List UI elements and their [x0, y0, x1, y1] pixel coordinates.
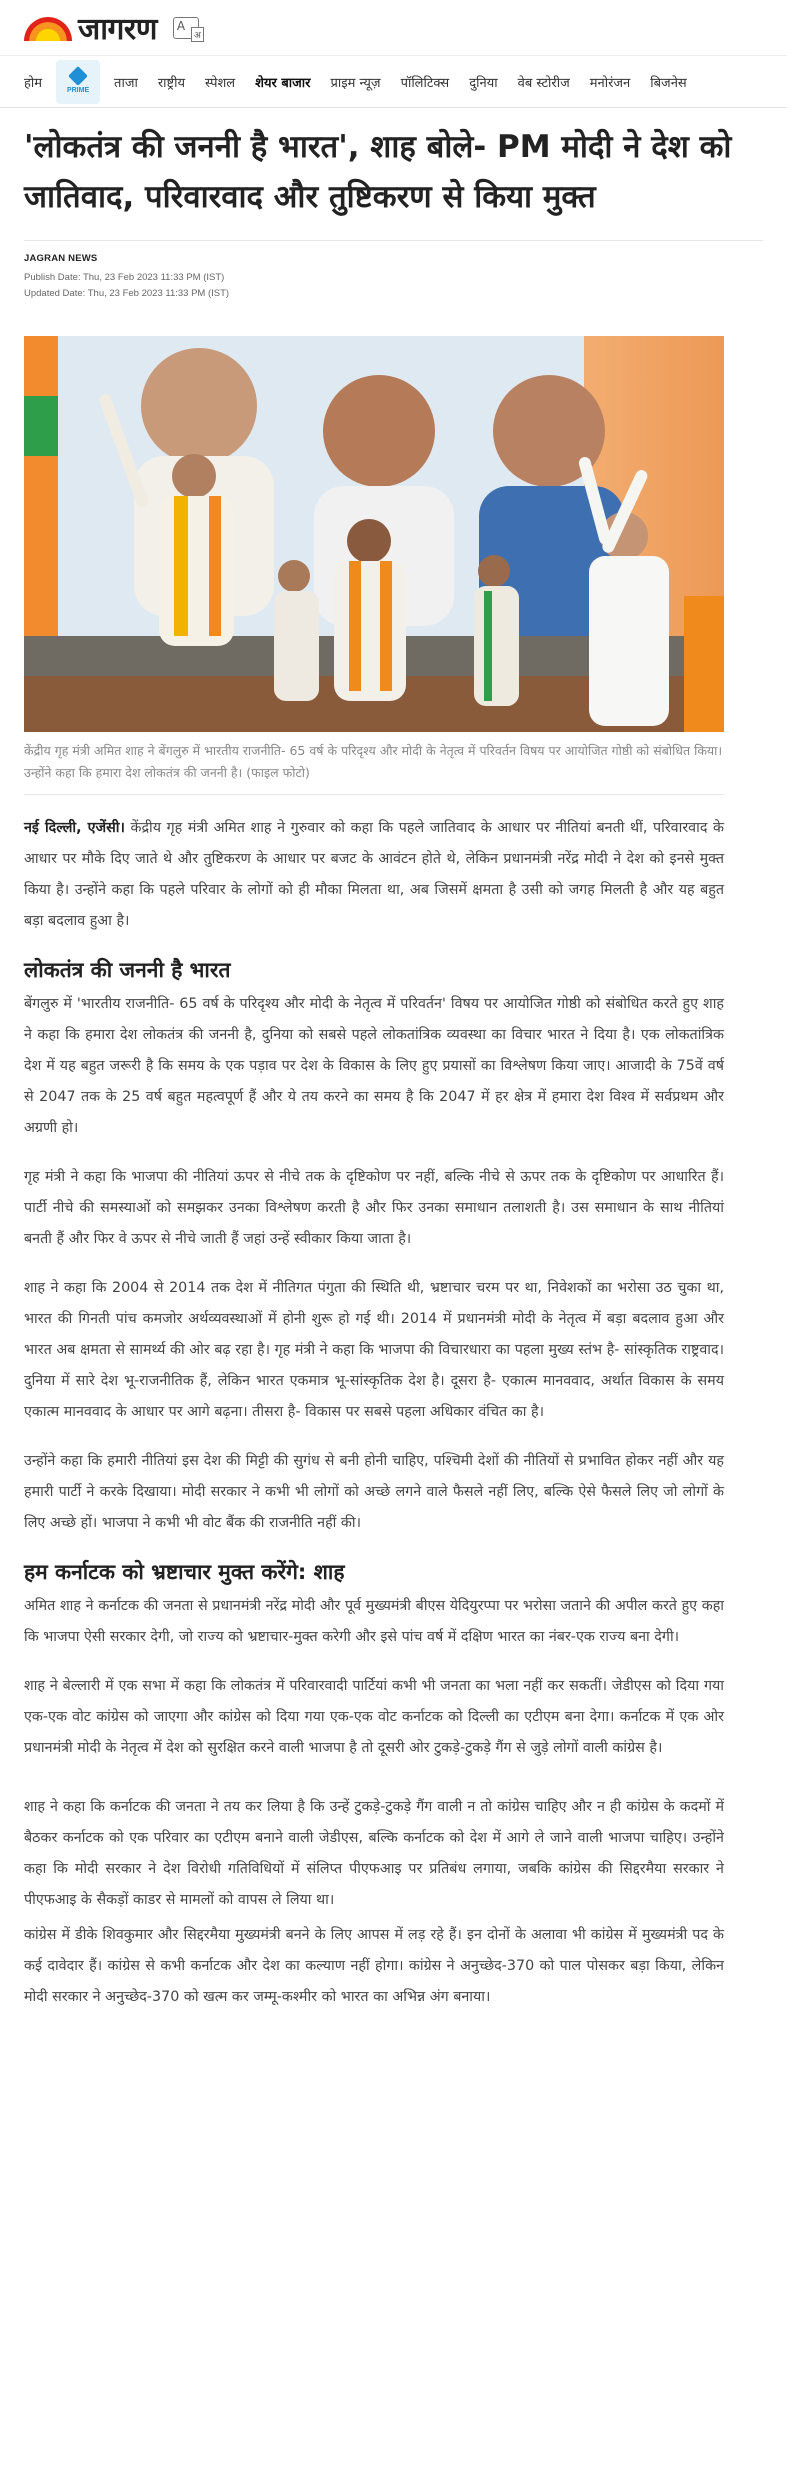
divider — [24, 240, 763, 241]
hero-photo-illustration — [24, 336, 724, 732]
nav-item-national[interactable]: राष्ट्रीय — [157, 75, 186, 91]
body-paragraph: शाह ने कहा कि 2004 से 2014 तक देश में नीतिगत पंगुता की स्थिति थी, भ्रष्टाचार चरम पर था, निवेशकों का भरोसा उठ चुका था, भारत की गिनती पांच कमजोर अर्थव्यवस्थाओं में होनी शुरू हो गई थी। 2014 में प्रधानमंत्री मोदी के नेतृत्व में बड़ा बदलाव हुआ और भारत अब क्षमता से सामर्थ्य की ओर बढ़ रहा है। गृह मंत्री ने कहा कि भाजपा की विचारधारा का पहला मुख्य स्तंभ है- सांस्कृतिक राष्ट्रवाद। दुनिया में सारे देश भू-राजनीतिक हैं, लेकिन भारत एकमात्र भू-सांस्कृतिक देश है। दूसरा है- एकात्म मानववाद, अर्थात विकास के समय एकात्म मानववाद के आधार पर आगे बढ़ना। तीसरा है- विकास पर सबसे पहला अधिकार वंचित का है। — [24, 1280, 724, 1420]
body-paragraph: कांग्रेस में डीके शिवकुमार और सिद्दरमैया मुख्यमंत्री बनने के लिए आपस में लड़ रहे हैं। इन दोनों के अलावा भी कांग्रेस में मुख्यमंत्री पद के कई दावेदार हैं। कांग्रेस से कभी कर्नाटक और देश का कल्याण नहीं होगा। कांग्रेस ने अनुच्छेद-370 को पाल पोसकर बड़ा किया, लेकिन मोदी सरकार ने अनुच्छेद-370 को खत्म कर जम्मू-कश्मीर को भारत का अभिन्न अंग बनाया। — [24, 1927, 724, 2005]
top-bar — [0, 0, 787, 56]
nav-item-home[interactable]: होम — [24, 75, 43, 91]
author-byline[interactable]: JAGRAN NEWS — [24, 253, 98, 264]
lead-text: केंद्रीय गृह मंत्री अमित शाह ने गुरुवार को कहा कि पहले जातिवाद के आधार पर नीतियां बनती थीं, परिवारवाद के आधार पर मौके दिए जाते थे और तुष्टिकरण के आधार पर बजट के आवंटन होते थे, लेकिन प्रधानमंत्री नरेंद्र मोदी ने देश को इनसे मुक्त किया है। उन्होंने कहा कि पहले परिवार के लोगों को ही मौका मिलता था, अब जिसमें क्षमता है उसी को जगह मिलती है और यह बहुत बड़ा बदलाव हुआ है। — [24, 820, 724, 929]
nav-item-politics[interactable]: पॉलिटिक्स — [400, 75, 450, 91]
body-paragraph: गृह मंत्री ने कहा कि भाजपा की नीतियां ऊपर से नीचे तक के दृष्टिकोण पर नहीं, बल्कि नीचे से ऊपर तक के दृष्टिकोण पर आधारित हैं। पार्टी नीचे की समस्याओं को समझकर उनका विश्लेषण करती है और फिर उनका समाधान तलाशती है। उस समाधान के साथ नीतियां बनती हैं और फिर वे ऊपर से नीचे जाती हैं जहां उन्हें स्वीकार किया जाता है। — [24, 1169, 724, 1247]
nav-item-prime[interactable] — [56, 60, 100, 104]
updated-date: Updated Date: Thu, 23 Feb 2023 11:33 PM (IST) — [24, 288, 230, 299]
nav-item-special[interactable]: स्पेशल — [205, 75, 236, 91]
body-paragraph: शाह ने बेल्लारी में एक सभा में कहा कि लोकतंत्र में परिवारवादी पार्टियां कभी भी जनता का भला नहीं कर सकतीं। जेडीएस को दिया गया एक-एक वोट कांग्रेस को जाएगा और कांग्रेस को दिया गया एक-एक वोट कर्नाटक को दिल्ली का एटीएम बना देगा। कर्नाटक में एक ओर प्रधानमंत्री मोदी के नेतृत्व में देश को सुरक्षित करने वाली भाजपा है तो दूसरी ओर टुकड़े-टुकड़े गैंग से जुड़े लोगों वाली कांग्रेस है। — [24, 1678, 724, 1756]
subheading: हम कर्नाटक को भ्रष्टाचार मुक्त करेंगे: शाह — [24, 1560, 345, 1584]
hero-image — [24, 336, 724, 732]
body-paragraph: बेंगलुरु में 'भारतीय राजनीति- 65 वर्ष के परिदृश्य और मोदी के नेतृत्व में परिवर्तन' विषय पर आयोजित गोष्ठी को संबोधित करते हुए शाह ने कहा कि हमारा देश लोकतंत्र की जननी है, दुनिया को सबसे पहले लोकतांत्रिक व्यवस्था का विचार भारत ने दिया है। एक लोकतांत्रिक देश में यह बहुत जरूरी है कि समय के एक पड़ाव पर देश के विकास के लिए हुए प्रयासों का विश्लेषण किया जाए। आजादी के 75वें वर्ष से 2047 तक के 25 वर्ष बहुत महत्वपूर्ण हैं और ये तय करने का समय है कि 2047 में हर क्षेत्र में हमारा देश विश्व में सर्वप्रथम और अग्रणी हो। — [24, 996, 724, 1136]
nav-item-world[interactable]: दुनिया — [469, 75, 498, 91]
nav-item-latest[interactable]: ताजा — [114, 75, 138, 91]
image-caption: केंद्रीय गृह मंत्री अमित शाह ने बेंगलुरु में भारतीय राजनीति- 65 वर्ष के परिदृश्य और मोदी के नेतृत्व में परिवर्तन विषय पर आयोजित गोष्ठी को संबोधित किया। उन्होंने कहा कि हमारा देश लोकतंत्र की जननी है। (फाइल फोटो) — [24, 743, 723, 780]
article-headline: 'लोकतंत्र की जननी है भारत', शाह बोले- PM मोदी ने देश को जातिवाद, परिवारवाद और तुष्टिकरण से किया मुक्त — [24, 129, 732, 215]
lang-icon-latin: A — [176, 18, 186, 33]
dateline: नई दिल्ली, एजेंसी। — [24, 820, 125, 836]
lead-paragraph — [24, 813, 724, 937]
article-dates — [24, 270, 763, 302]
body-paragraph: अमित शाह ने कर्नाटक की जनता से प्रधानमंत्री नरेंद्र मोदी और पूर्व मुख्यमंत्री बीएस येदियुरप्पा पर भरोसा जताने की अपील करते हुए कहा कि भाजपा ऐसी सरकार देगी, जो राज्य को भ्रष्टाचार-मुक्त करेगी और इसे पांच वर्ष में दक्षिण भारत का नंबर-एक राज्य बना देगी। — [24, 1598, 724, 1645]
main-nav — [0, 56, 787, 108]
prime-label: PRIME — [66, 87, 90, 94]
nav-item-prime-news[interactable]: प्राइम न्यूज़ — [330, 75, 381, 91]
nav-item-share-market[interactable]: शेयर बाजार — [255, 75, 311, 91]
body-paragraph: उन्होंने कहा कि हमारी नीतियां इस देश की मिट्टी की सुगंध से बनी होनी चाहिए, पश्चिमी देशों की नीतियों से प्रभावित होकर नहीं और यह हमारी पार्टी ने करके दिखाया। मोदी सरकार ने कभी भी लोगों को अच्छे लगने वाले फैसले नहीं लिए, बल्कि ऐसे फैसले लिए जो लोगों के लिए अच्छे हों। भाजपा ने कभी भी वोट बैंक की राजनीति नहीं की। — [24, 1453, 724, 1531]
nav-item-web-stories[interactable]: वेब स्टोरीज — [517, 75, 570, 91]
article-body — [24, 813, 724, 2013]
divider — [24, 794, 724, 795]
language-switch-icon[interactable] — [173, 17, 199, 39]
logo-sun-icon — [24, 15, 72, 41]
nav-item-business[interactable]: बिजनेस — [650, 75, 687, 91]
body-paragraph: शाह ने कहा कि कर्नाटक की जनता ने तय कर लिया है कि उन्हें टुकड़े-टुकड़े गैंग वाली न तो कांग्रेस चाहिए और न ही कांग्रेस के कदमों में बैठकर कर्नाटक को एक परिवार का एटीएम बनाने वाली जेडीएस, बल्कि कर्नाटक को देश में आगे ले जाने वाली भाजपा चाहिए। उन्होंने कहा कि मोदी सरकार ने देश विरोधी गतिविधियों में संलिप्त पीएफआइ पर प्रतिबंध लगाया, जबकि कांग्रेस की सिद्दरमैया सरकार ने पीएफआइ के सैकड़ों काडर से मामलों को वापस ले लिया था। — [24, 1799, 724, 1908]
nav-item-entertainment[interactable]: मनोरंजन — [589, 75, 631, 91]
logo-text: जागरण — [78, 12, 157, 47]
prime-icon — [68, 66, 88, 86]
article — [0, 122, 787, 2013]
site-logo[interactable] — [24, 7, 157, 48]
subheading: लोकतंत्र की जननी है भारत — [24, 958, 231, 982]
lang-icon-devanagari: अ — [191, 27, 204, 42]
publish-date: Publish Date: Thu, 23 Feb 2023 11:33 PM (IST) — [24, 272, 225, 283]
